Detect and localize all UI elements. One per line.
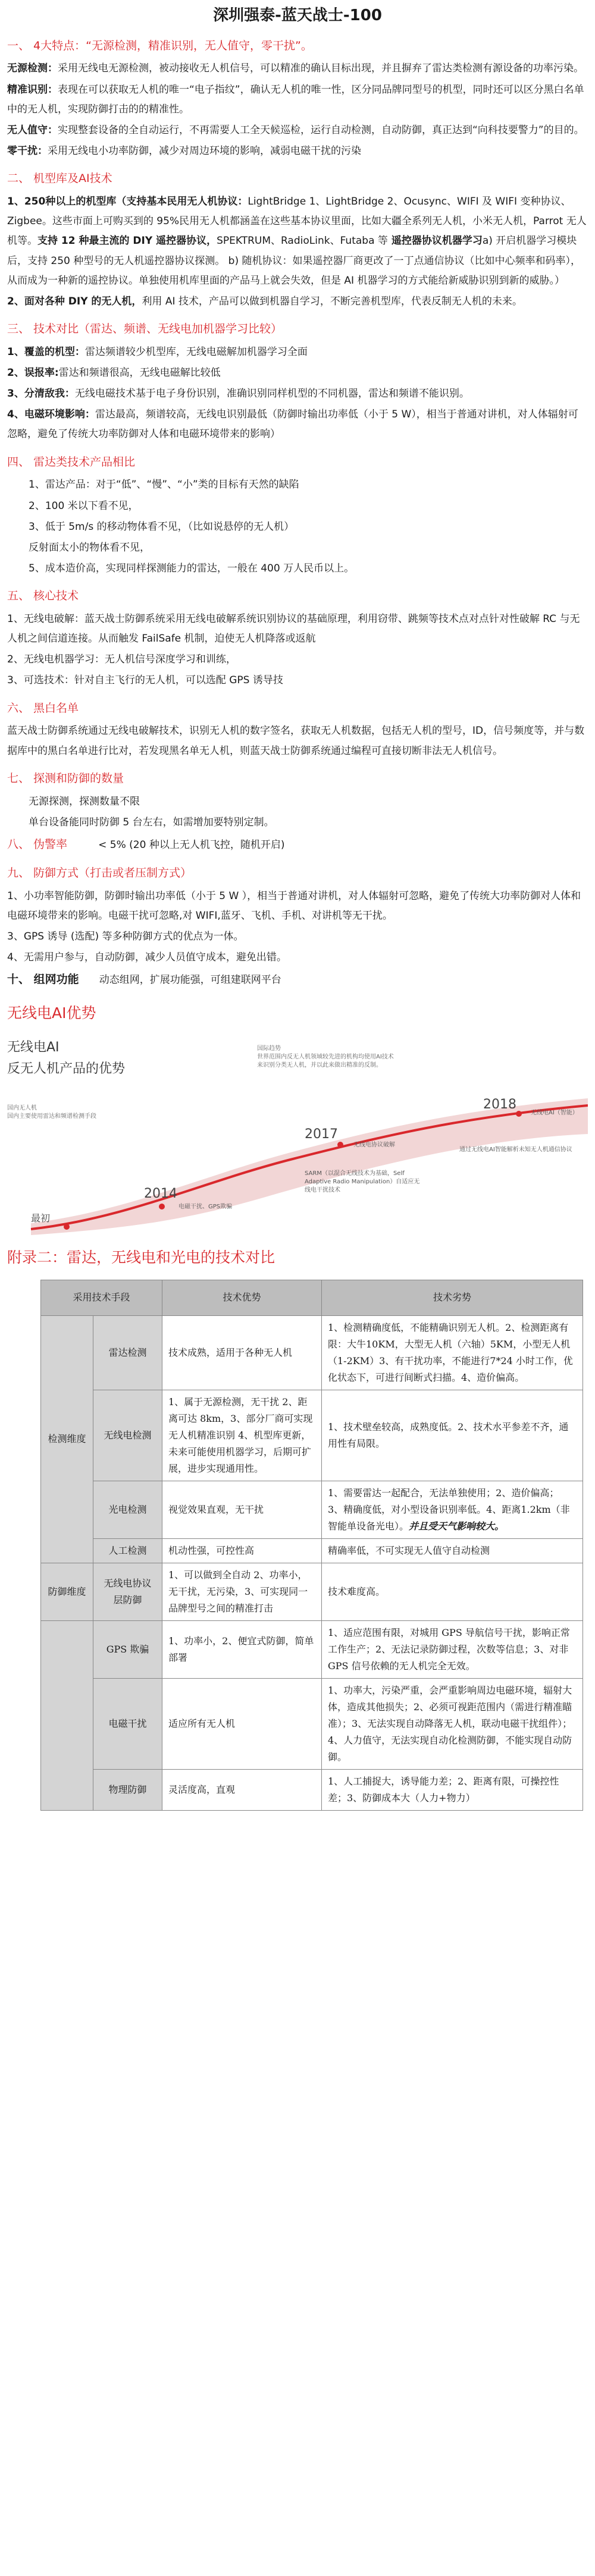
- appendix-heading: 附录二：雷达，无线电和光电的技术对比: [7, 1249, 275, 1267]
- ai-big-title-2: 反无人机产品的优势: [7, 1061, 126, 1077]
- section-8-heading: 八、 伪警率: [7, 837, 68, 851]
- year-2017: 2017: [305, 1127, 338, 1142]
- table-method: 物理防御: [93, 1769, 162, 1810]
- section-10-row: [7, 969, 588, 991]
- compare-item: [7, 405, 588, 444]
- table-advantage: 适应所有无人机: [162, 1678, 322, 1769]
- radar-line: 5、成本造价高，实现同样探测能力的雷达，一般在 400 万人民币以上。: [29, 562, 355, 574]
- year-2014: 2014: [144, 1186, 177, 1202]
- table-category: 检测维度: [41, 1315, 93, 1563]
- section-4-heading: 四、 雷达类技术产品相比: [7, 455, 136, 469]
- section-2-p2: 2、面对各种 DIY 的无人机，利用 AI 技术，产品可以做到机器自学习，不断完善机型库，代表反制无人机的未来。: [7, 295, 522, 307]
- compare-term: 覆盖的机型：: [24, 345, 85, 358]
- table-disadvantage: [322, 1563, 583, 1620]
- feature-text: 实现整套设备的全自动运行，不再需要人工全天候巡检，运行自动检测，自动防御，真正达到“向科技要警力”的目的。: [58, 124, 584, 136]
- compare-text: 雷达和频谱很高，无线电磁解比较低: [58, 366, 221, 379]
- table-advantage: 1、可以做到全自动 2、功率小，无干扰，无污染，3、可实现同一品牌型号之间的精准打击: [162, 1563, 322, 1620]
- disadvantage-text: 1、需要雷达一起配合，无法单独使用；2、造价偏高； 3、精确度低，对小型设备识别率低。4、距离1.2km（非智能单设备光电）。: [328, 1487, 570, 1532]
- table-method: 雷达检测: [93, 1315, 162, 1390]
- section-4-body: [7, 475, 588, 579]
- label-ai-parse: 通过无线电AI智能解析未知无人机通信协议: [459, 1146, 572, 1154]
- section-2-p1: 1、250种以上的机型库（支持基本民用无人机协议：LightBridge 1、LightBridge 2、Ocusync、WIFI 及 WIFI 变种协议、Zigbee。这些市面上可购买到的 95%民用无人机都涵盖在这些基本协议里面，比如大疆全系列无人机，小米无人机，Parrot 无人机等。支持 12 种最主流的 DIY 遥控器协议，SPEKTRUM、RadioLink、Futaba 等 遥控器协议机器学习a) 开启机器学习模块后，支持 250 种型号的无人机遥控器协议探测。 b) 随机协议：如果遥控器厂商更改了一丁点通信协议（比如中心频率和码率），从而成为一种新的遥控协议。单独使用机库里面的产品马上就会失效，但是 AI 机器学习的方式能给新威胁识别到新的威胁。）: [7, 196, 587, 287]
- disadvantage-text: 精确率低，不可实现无人值守自动检测: [328, 1544, 490, 1556]
- table-disadvantage: [322, 1538, 583, 1563]
- section-5-body: [7, 610, 588, 691]
- disadvantage-text: 技术难度高。: [328, 1585, 386, 1597]
- header-method: 采用技术手段: [41, 1280, 162, 1315]
- compare-item: [7, 384, 588, 404]
- radar-line: 3、低于 5m/s 的移动物体看不见，（比如说悬停的无人机）: [29, 520, 295, 533]
- page-title: 深圳强泰-蓝天战士-100: [213, 7, 382, 24]
- quantity-line: 无源探测，探测数量不限: [29, 795, 140, 808]
- feature-text: 表现在可以获取无人机的唯一“电子指纹”，确认无人机的唯一性，区分同品牌同型号的机型，同时还可以区分黑白名单中的无人机，实现防御打击的的精准性。: [7, 83, 584, 115]
- core-tech-line: 1、无线电破解：蓝天战士防御系统采用无线电破解系统识别协议的基础原理，利用窃带、跳频等技术点对点针对性破解 RC 与无人机之间信道连接。从而触发 FailSafe 机制，迫使无人机降落或返航: [7, 613, 580, 645]
- timeline-band: [31, 1098, 588, 1235]
- feature-term: 精准识别：: [7, 83, 58, 96]
- table-header-row: [41, 1280, 583, 1315]
- defense-line: 3、GPS 诱导 (选配) 等多种防御方式的优点为一体。: [7, 931, 244, 943]
- disadvantage-text: 1、检测精确度低，不能精确识别无人机。2、检测距离有限：大牛10KM，大型无人机（六轴）5KM，小型无人机（1-2KM）3、有干扰功率，不能进行7*24 小时工作，优化状态下，可进行间断式扫描。4、造价偏高。: [328, 1321, 573, 1383]
- table-row: [41, 1315, 583, 1390]
- table-row: [41, 1481, 583, 1538]
- disadvantage-emphasis: 并且受天气影响较大。: [409, 1520, 505, 1532]
- feature-item: [7, 59, 588, 78]
- label-jamming: 电磁干扰、GPS欺骗: [178, 1204, 233, 1211]
- timeline-dot-earliest: [64, 1224, 70, 1230]
- note-international: 国际趋势 世界范围内反无人机领域较先进的机构均使用AI技术来识别分类无人机，并以此来做出精准的反制。: [257, 1045, 394, 1069]
- feature-text: 采用无线电无源检测，被动接收无人机信号，可以精准的确认目标出现，并且摒弃了雷达类检测有源设备的功率污染。: [58, 62, 584, 75]
- table-method: 人工检测: [93, 1538, 162, 1563]
- section-10-text: 动态组网，扩展功能强，可组建联网平台: [99, 974, 281, 987]
- header-advantage: 技术优势: [162, 1280, 322, 1315]
- table-advantage: 机动性强，可控性高: [162, 1538, 322, 1563]
- feature-term: 无源检测：: [7, 62, 58, 75]
- table-disadvantage: [322, 1769, 583, 1810]
- table-method: 无线电协议层防御: [93, 1563, 162, 1620]
- table-disadvantage: [322, 1390, 583, 1481]
- compare-term: 误报率:: [24, 366, 59, 379]
- compare-item: [7, 363, 588, 383]
- table-advantage: 视觉效果直观，无干扰: [162, 1481, 322, 1538]
- timeline-dot-2018: [516, 1111, 522, 1117]
- table-method: 电磁干扰: [93, 1678, 162, 1769]
- core-tech-line: 2、无线电机器学习：无人机信号深度学习和训练，: [7, 654, 236, 666]
- table-method: GPS 欺骗: [93, 1620, 162, 1678]
- radar-line: 1、雷达产品：对于“低”、“慢”、“小”类的目标有天然的缺陷: [29, 479, 299, 491]
- section-6-text: 蓝天战士防御系统通过无线电破解技术，识别无人机的数字签名，获取无人机数据，包括无人机的型号，ID，信号频度等，并与数据库中的黑白名单进行比对，若发现黑名单无人机，则蓝天战士防御系统通过编程可直接切断非法无人机信号。: [7, 725, 585, 757]
- section-3-heading: 三、 技术对比（雷达、频谱、无线电加机器学习比较）: [7, 322, 283, 335]
- section-7-heading: 七、 探测和防御的数量: [7, 771, 124, 785]
- disadvantage-text: 1、适应范围有限，对城用 GPS 导航信号干扰，影响正常工作生产；2、无法记录防御过程，次数等信息；3、对非 GPS 信号依赖的无人机完全无效。: [328, 1626, 570, 1672]
- table-category: 防御维度: [41, 1563, 93, 1620]
- table-row: [41, 1390, 583, 1481]
- feature-term: 无人值守：: [7, 124, 58, 136]
- table-category: [41, 1620, 93, 1810]
- section-9-body: [7, 887, 588, 968]
- table-disadvantage: [322, 1678, 583, 1769]
- feature-item: [7, 142, 588, 161]
- label-earliest: 最初: [31, 1212, 51, 1224]
- compare-num: 4、: [7, 409, 24, 421]
- compare-num: 1、: [7, 345, 24, 358]
- label-sarm: SARM（以混合无线技术为基础，Self Adaptive Radio Manipulation）自适应无线电干扰技术: [305, 1170, 420, 1194]
- table-method: 无线电检测: [93, 1390, 162, 1481]
- defense-line: 1、小功率智能防御，防御时输出功率低（小于 5 W ），相当于普通对讲机，对人体辐射可忽略，避免了传统大功率防御对人体和电磁环境带来的影响。电磁干扰可忽略,对 WIFI,蓝牙、飞机、手机、对讲机等无干扰。: [7, 890, 581, 922]
- note-domestic: 国内无人机 国内主要使用雷达和频谱检测手段: [7, 1105, 96, 1120]
- table-disadvantage: [322, 1620, 583, 1678]
- feature-item: [7, 80, 588, 120]
- section-5-heading: 五、 核心技术: [7, 589, 79, 603]
- feature-term: 零干扰：: [7, 145, 48, 158]
- disadvantage-text: 1、技术壁垒较高，成熟度低。2、技术水平参差不齐，通用性有局限。: [328, 1421, 569, 1449]
- section-9-heading: 九、 防御方式（打击或者压制方式）: [7, 866, 192, 879]
- table-advantage: 技术成熟，适用于各种无人机: [162, 1315, 322, 1390]
- quantity-line: 单台设备能同时防御 5 台左右，如需增加要特别定制。: [29, 816, 274, 828]
- compare-text: 无线电磁技术基于电子身份识别，准确识别同样机型的不同机器，雷达和频谱不能识别。: [74, 388, 469, 400]
- table-disadvantage: [322, 1481, 583, 1538]
- header-disadvantage: 技术劣势: [322, 1280, 583, 1315]
- table-row: [41, 1620, 583, 1678]
- comparison-table: [40, 1280, 583, 1811]
- table-row: [41, 1678, 583, 1769]
- defense-line: 4、无需用户参与，自动防御，减少人员值守成本，避免出错。: [7, 951, 287, 964]
- section-8-row: [7, 834, 588, 856]
- timeline-dot-2017: [337, 1142, 343, 1148]
- compare-num: 2、: [7, 366, 24, 379]
- section-10-heading: 十、 组网功能: [7, 973, 79, 987]
- compare-num: 3、: [7, 388, 24, 400]
- compare-item: [7, 343, 588, 362]
- ai-heading: 无线电AI优势: [7, 1004, 96, 1022]
- table-row: [41, 1563, 583, 1620]
- section-2-heading: 二、 机型库及AI技术: [7, 172, 112, 186]
- section-1-heading: 一、 4大特点：“无源检测，精准识别，无人值守，零干扰”。: [7, 39, 312, 52]
- section-7-body: [7, 792, 588, 833]
- table-row: [41, 1769, 583, 1810]
- table-method: 光电检测: [93, 1481, 162, 1538]
- compare-term: 分清敌我：: [24, 388, 75, 400]
- compare-text: 雷达频谱较少机型库，无线电磁解加机器学习全面: [84, 345, 308, 358]
- feature-item: [7, 121, 588, 140]
- ai-big-title-1: 无线电AI: [7, 1040, 60, 1055]
- table-advantage: 1、属于无源检测，无干扰 2、距离可达 8km，3、部分厂商可实现无人机精准识别 4、机型库更新，未来可能使用机器学习，后期可扩展，进步实现通用性。: [162, 1390, 322, 1481]
- section-6-heading: 六、 黑白名单: [7, 701, 79, 715]
- compare-text: 雷达最高，频谱较高，无线电识别最低（防御时输出功率低（小于 5 W），相当于普通对讲机，对人体辐射可忽略，避免了传统大功率防御对人体和电磁环境带来的影响）: [7, 409, 578, 441]
- ai-infographic: [7, 1033, 588, 1235]
- section-3-body: [7, 343, 588, 445]
- disadvantage-text: 1、功率大，污染严重，会严重影响周边电磁环境，辐射大体，造成其他损失；2、必须可视距范围内（需进行精准瞄准）；3、无法实现自动降落无人机，联动电磁干扰组件）；4、人力值守，无法实现自动化检测防御，不能实现自动防御。: [328, 1684, 572, 1763]
- core-tech-line: 3、可选技术：针对自主飞行的无人机，可以选配 GPS 诱导技: [7, 674, 283, 687]
- radar-line: 2、100 米以下看不见，: [29, 500, 139, 512]
- disadvantage-text: 1、人工捕捉大，诱导能力差；2、距离有限，可操控性差；3、防御成本大（人力+物力）: [328, 1775, 559, 1804]
- table-advantage: 灵活度高，直观: [162, 1769, 322, 1810]
- section-8-text: < 5% (20 种以上无人机飞控，随机开启): [98, 838, 285, 851]
- section-1-body: [7, 59, 588, 161]
- feature-text: 采用无线电小功率防御，减少对周边环境的影响，减弱电磁干扰的污染: [48, 145, 361, 158]
- table-row: [41, 1538, 583, 1563]
- label-protocol: 无线电协议破解: [353, 1142, 395, 1149]
- compare-term: 电磁环境影响：: [24, 409, 95, 421]
- label-ai: 无线电AI（智能）: [531, 1110, 578, 1117]
- radar-line: 反射面太小的物体看不见，: [29, 541, 150, 554]
- table-disadvantage: [322, 1315, 583, 1390]
- table-advantage: 1、功率小，2、便宜式防御，简单部署: [162, 1620, 322, 1678]
- year-2018: 2018: [483, 1097, 516, 1113]
